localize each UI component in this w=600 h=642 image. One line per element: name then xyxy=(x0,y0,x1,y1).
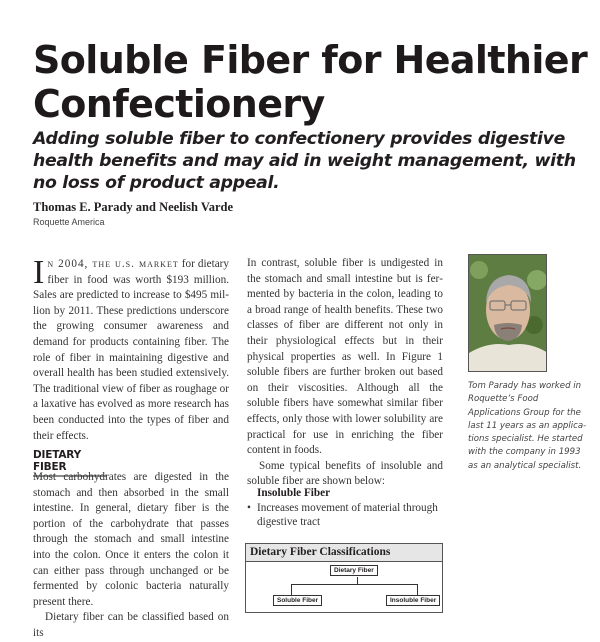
author-photo xyxy=(468,254,547,372)
column-1-section xyxy=(33,470,229,642)
body-paragraph: Dietary fiber can be classified based on its xyxy=(33,611,229,639)
portrait-image xyxy=(469,255,547,372)
body-paragraph: In contrast, soluble fiber is undigested in the stomach and small intestine but is fermented by bacteria in the colon, leading to a broad range of health benefits. These two classes of fiber are different not only in their physiological effects but in their physical properties as well. In Figure 1 soluble fibers are further broken out based on their viscosities. Although all the soluble fibers have somewhat similar fiber effects, only those with lower solubility are practical for use in enriching the fiber content in foods. xyxy=(247,257,443,457)
drop-cap: I xyxy=(33,254,45,291)
lead-in-smallcaps: n 2004, the u.s. market xyxy=(47,258,179,270)
benefit-list xyxy=(247,502,447,529)
column-1-intro xyxy=(33,254,229,444)
node-dietary-fiber: Dietary Fiber xyxy=(330,565,378,576)
connector-line xyxy=(291,584,417,585)
column-2 xyxy=(247,256,443,490)
body-paragraph: Some typical benefits of insoluble and soluble fiber are shown below: xyxy=(247,459,443,488)
intro-paragraph xyxy=(33,254,229,444)
section-heading-dietary-fiber: DIETARY FIBER xyxy=(33,449,107,477)
body-paragraph: Most carbohydrates are digested in the stomach and then absorbed in the small intestine. In general, dietary fiber is the portion of the carbohydrate that passes through the stomach and small intestine into the colon. Once it enters the colon it can either pass through unchanged or be fermented by colonic bacteria naturally present there. xyxy=(33,471,229,608)
article-deck: Adding soluble fiber to confectionery provides digestive health benefits and may aid in weight management, with no loss of product appeal. xyxy=(33,129,576,193)
list-item: • Increases movement of material through digestive tract xyxy=(247,502,447,529)
caption-text: Tom Parady has worked in Roquette’s Food Applications Group for the last 11 years as an applications specialist. He started with the company in 1993 as an analytical specialist. xyxy=(468,381,587,471)
subheading-insoluble-fiber: Insoluble Fiber xyxy=(257,487,331,499)
intro-text: for dietary fiber in food was worth $193 million. Sales are predicted to increase to $495 million by 2011. These predictions underscore the growing consumer awareness and demand for products containing fiber. The role of fiber in maintaining digestive and overall health has been studied extensively. The traditional view of fiber as roughage or a laxative has evolved as more research has been conducted into the types of fiber and their effects. xyxy=(33,258,229,442)
node-soluble-fiber: Soluble Fiber xyxy=(273,595,322,606)
figure-title: Dietary Fiber Classifications xyxy=(246,544,442,562)
author-affiliation: Roquette America xyxy=(33,217,105,227)
article-title: Soluble Fiber for Healthier Confectionery xyxy=(33,38,588,126)
article-authors: Thomas E. Parady and Neelish Varde xyxy=(33,200,234,214)
node-insoluble-fiber: Insoluble Fiber xyxy=(386,595,440,606)
author-bio-caption xyxy=(468,380,593,473)
figure-dietary-fiber-classifications xyxy=(245,543,443,613)
